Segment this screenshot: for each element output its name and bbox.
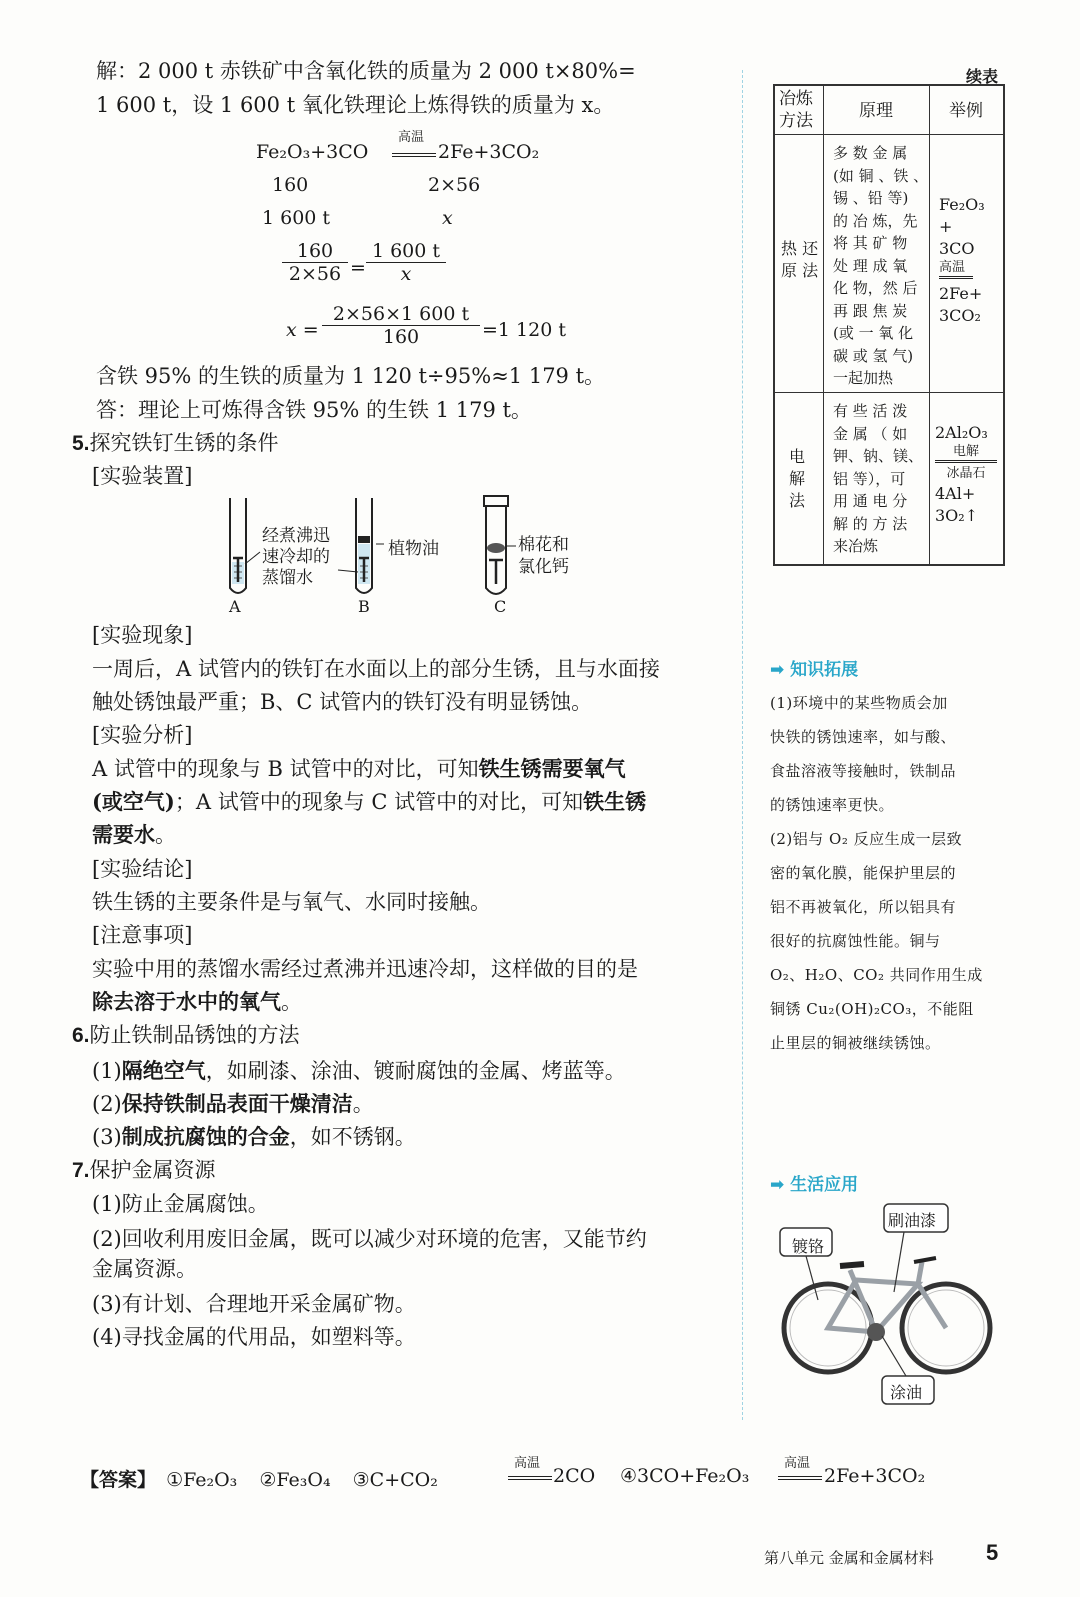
knowledge-line: 的锈蚀速率更快。	[770, 796, 895, 814]
principle-line: (如 铜 、铁 、	[833, 166, 929, 185]
column-divider	[742, 70, 743, 1420]
ratio-numerator-1: 160	[282, 240, 348, 263]
row-thermal-example	[939, 194, 985, 327]
principle-line: 再 跟 焦 炭	[833, 301, 908, 320]
principle-line: 用 通 电 分	[833, 492, 908, 510]
x-numerator: 2×56×1 600 t	[322, 303, 480, 326]
answer-3-condition: 高温	[514, 1456, 541, 1471]
section-7-item-4: (4)寻找金属的代用品，如塑料等。	[92, 1325, 416, 1349]
knowledge-heading	[770, 655, 858, 680]
heading-analysis: [实验分析]	[92, 723, 193, 747]
label-boiled-water	[262, 526, 330, 589]
solution-line-2: 1 600 t，设 1 600 t 氧化铁理论上炼得铁的质量为 x。	[96, 93, 615, 117]
label-chrome-plating: 镀铬	[792, 1237, 825, 1256]
equation-double-bar	[392, 153, 436, 157]
label-water-line-2: 速冷却的	[262, 547, 330, 567]
knowledge-line: 铝不再被氧化，所以铝具有	[770, 898, 957, 916]
phenomenon-line-1: 一周后，A 试管内的铁钉在水面以上的部分生锈，且与水面接	[92, 657, 660, 681]
label-vegetable-oil: 植物油	[388, 539, 439, 559]
header-method-line-1: 冶炼	[779, 89, 813, 109]
knowledge-line: 止里层的铜被继续锈蚀。	[770, 1034, 941, 1052]
header-method-line-2: 方法	[779, 111, 813, 131]
knowledge-body	[770, 686, 983, 1060]
answer-4-double-bar	[778, 1476, 822, 1480]
ratio-equals: =	[350, 257, 366, 279]
thermal-method-line-2: 原 法	[781, 261, 819, 280]
electrolysis-method-line-3: 法	[789, 491, 806, 510]
tube-label-c: C	[494, 597, 507, 616]
label-water-line-1: 经煮沸迅	[262, 526, 330, 546]
principle-line: 铝 等），可	[833, 469, 906, 488]
heading-phenomenon: [实验现象]	[92, 623, 193, 647]
electrolysis-method-line-1: 电	[789, 447, 806, 466]
bicycle-seat	[840, 1264, 864, 1266]
answer-line	[80, 1465, 438, 1492]
table-row-divider-1	[775, 134, 1003, 135]
knowledge-line: 铜锈 Cu₂(OH)₂CO₃，不能阻	[770, 1000, 974, 1018]
section-7-title: 保护金属资源	[89, 1158, 216, 1182]
knowledge-line: O₂、H₂O、CO₂ 共同作用生成	[770, 966, 983, 984]
analysis-answer-1: 铁生锈需要氧气	[478, 756, 626, 781]
answer-4-condition: 高温	[784, 1456, 811, 1471]
analysis-answer-1b: (或空气)	[92, 789, 175, 814]
electrolysis-method-line-2: 解	[789, 469, 806, 488]
label-apply-oil: 涂油	[890, 1383, 923, 1402]
ratio-fraction-2	[366, 240, 446, 285]
test-tube-a	[230, 498, 246, 593]
item-2-answer: 保持铁制品表面干燥清洁	[121, 1091, 353, 1116]
footer-unit-title: 第八单元 金属和金属材料	[764, 1549, 934, 1567]
knowledge-line: (2)铝与 O₂ 反应生成一层致	[770, 830, 963, 848]
thermal-method-line-1: 热 还	[781, 239, 819, 258]
section-5-heading	[72, 430, 279, 457]
answer-4-right: 2Fe+3CO₂	[824, 1465, 926, 1487]
knowledge-line: (1)环境中的某些物质会加	[770, 694, 948, 712]
molar-mass-2: 2×56	[428, 174, 481, 196]
table-col-divider-1	[823, 86, 824, 564]
header-example: 举例	[949, 101, 983, 121]
row-electrolysis-method	[789, 446, 805, 512]
item-2-text: 。	[352, 1092, 374, 1116]
answer-3-left: ③C+CO₂	[352, 1469, 438, 1491]
tube-label-a: A	[229, 597, 241, 616]
heading-device: [实验装置]	[92, 464, 193, 488]
example-line: +	[939, 217, 953, 236]
example-condition: 高温	[939, 260, 973, 279]
row-thermal-principle	[833, 142, 928, 390]
analysis-line-2	[92, 789, 646, 815]
x-fraction	[322, 303, 480, 348]
analysis-answer-2: 铁生锈	[583, 789, 647, 814]
bicycle-handlebar	[914, 1258, 936, 1262]
section-5-title: 探究铁钉生锈的条件	[89, 431, 279, 455]
section-7-heading	[72, 1157, 216, 1184]
principle-line: 一起加热	[833, 369, 894, 387]
test-tube-c	[484, 496, 508, 594]
label-cotton-line-2: 氯化钙	[518, 557, 569, 577]
section-7-number: 7.	[72, 1159, 90, 1182]
item-2-index: (2)	[92, 1092, 122, 1116]
knowledge-line: 很好的抗腐蚀性能。铜与	[770, 932, 941, 950]
item-3-text: ，如不锈钢。	[289, 1125, 416, 1149]
principle-line: 有 些 活 泼	[833, 402, 908, 420]
example-catalyst: 冰晶石	[946, 466, 986, 481]
example-condition: 电解	[935, 444, 997, 463]
ratio-denominator-2: x	[400, 263, 412, 285]
header-principle: 原理	[859, 101, 893, 121]
label-brush-paint: 刷油漆	[888, 1211, 937, 1230]
analysis-end: 。	[155, 823, 176, 847]
principle-line: 锡 、铅 等)	[833, 189, 909, 207]
knowledge-line: 密的氧化膜，能保护里层的	[770, 864, 957, 882]
x-lhs: x =	[286, 319, 319, 341]
answer-3-right: 2CO	[553, 1465, 596, 1487]
header-method	[779, 88, 813, 132]
analysis-answer-2b: 需要水	[92, 822, 155, 847]
principle-line: 将 其 矿 物	[833, 234, 908, 252]
life-heading	[770, 1170, 858, 1195]
section-6-title: 防止铁制品锈蚀的方法	[89, 1023, 300, 1047]
equation-left: Fe₂O₃+3CO	[256, 141, 369, 163]
conclusion-text: 铁生锈的主要条件是与氧气、水同时接触。	[92, 890, 491, 914]
unknown-x: x	[442, 207, 453, 229]
row-thermal-method	[781, 238, 818, 282]
x-rhs: =1 120 t	[482, 319, 566, 341]
principle-line: 碳 或 氢 气)	[833, 346, 914, 365]
ratio-numerator-2: 1 600 t	[366, 240, 446, 263]
principle-line: 化 物，然 后	[833, 279, 918, 297]
section-6-item-1	[92, 1058, 626, 1084]
principle-line: 来冶炼	[833, 537, 879, 555]
bicycle-illustration	[778, 1200, 1000, 1410]
section-6-number: 6.	[72, 1024, 90, 1047]
label-water-line-3: 蒸馏水	[262, 568, 313, 588]
section-7-item-2a: (2)回收利用废旧金属，既可以减少对环境的危害，又能节约	[92, 1227, 647, 1251]
ratio-fraction-1	[282, 240, 348, 285]
example-line: 2Fe+	[939, 284, 983, 303]
ratio-denominator-1: 2×56	[288, 263, 342, 285]
item-1-text: ，如刷漆、涂油、镀耐腐蚀的金属、烤蓝等。	[205, 1059, 626, 1083]
item-1-index: (1)	[92, 1059, 122, 1083]
equation-condition: 高温	[398, 130, 425, 145]
section-6-item-2	[92, 1091, 374, 1117]
row-electrolysis-principle	[833, 400, 923, 558]
principle-line: 金 属 （ 如	[833, 424, 908, 443]
knowledge-line: 食盐溶液等接触时，铁制品	[770, 762, 957, 780]
example-line: 3CO₂	[939, 306, 981, 325]
solution-answer: 答：理论上可炼得含铁 95% 的生铁 1 179 t。	[96, 398, 532, 422]
note-line-2	[92, 989, 302, 1015]
section-6-item-3	[92, 1124, 416, 1150]
test-tube-b	[356, 498, 372, 593]
life-heading-text: 生活应用	[790, 1175, 859, 1195]
principle-line: (或 一 氧 化	[833, 324, 914, 342]
given-mass: 1 600 t	[262, 207, 331, 229]
analysis-line-3	[92, 822, 176, 848]
example-line: 4Al+	[935, 484, 976, 503]
table-caption: 续表	[966, 67, 999, 86]
x-denominator: 160	[382, 326, 420, 348]
analysis-line-1	[92, 756, 626, 782]
section-7-item-1: (1)防止金属腐蚀。	[92, 1192, 269, 1216]
item-3-answer: 制成抗腐蚀的合金	[121, 1124, 290, 1149]
arrow-icon: ➡	[770, 660, 791, 680]
example-line: Fe₂O₃	[939, 195, 985, 214]
section-7-item-3: (3)有计划、合理地开采金属矿物。	[92, 1292, 416, 1316]
principle-line: 处 理 成 氧	[833, 256, 908, 275]
analysis-text-2: ；A 试管中的现象与 C 试管中的对比，可知	[174, 790, 584, 814]
knowledge-heading-text: 知识拓展	[790, 660, 859, 680]
analysis-text-1: A 试管中的现象与 B 试管中的对比，可知	[92, 757, 479, 781]
smelting-methods-table	[773, 84, 1005, 566]
tube-label-b: B	[358, 597, 370, 616]
arrow-icon: ➡	[770, 1175, 791, 1195]
answer-label: 【答案】	[80, 1469, 157, 1491]
solution-line-1: 解：2 000 t 赤铁矿中含氧化铁的质量为 2 000 t×80%=	[96, 59, 636, 83]
row-electrolysis-example	[935, 422, 997, 527]
section-5-number: 5.	[72, 432, 90, 455]
principle-line: 多 数 金 属	[833, 144, 908, 162]
item-3-index: (3)	[92, 1125, 122, 1149]
principle-line: 解 的 方 法	[833, 514, 908, 533]
principle-line: 的 冶 炼，先	[833, 211, 918, 230]
note-line-1: 实验中用的蒸馏水需经过煮沸并迅速冷却，这样做的目的是	[92, 957, 638, 981]
label-cotton-cacl2	[518, 534, 569, 578]
equation-right: 2Fe+3CO₂	[438, 141, 540, 163]
answer-3-double-bar	[508, 1476, 552, 1480]
heading-conclusion: [实验结论]	[92, 857, 193, 881]
answer-4-left: ④3CO+Fe₂O₃	[620, 1465, 750, 1487]
page-number: 5	[986, 1540, 999, 1565]
label-cotton-line-1: 棉花和	[518, 535, 569, 555]
knowledge-line: 快铁的锈蚀速率，如与酸、	[770, 728, 957, 746]
example-line: 3O₂↑	[935, 506, 979, 525]
answer-1: ①Fe₂O₃	[166, 1469, 238, 1491]
table-row-divider-2	[775, 392, 1003, 393]
example-line: 2Al₂O₃	[935, 423, 988, 442]
molar-mass-1: 160	[272, 174, 309, 196]
answer-2: ②Fe₃O₄	[259, 1469, 331, 1491]
table-col-divider-2	[929, 86, 930, 564]
principle-line: 钾、钠、镁、	[833, 447, 924, 465]
section-7-item-2b: 金属资源。	[92, 1257, 197, 1281]
heading-notes: [注意事项]	[92, 923, 193, 947]
note-answer: 除去溶于水中的氧气	[92, 989, 281, 1014]
note-end: 。	[281, 990, 302, 1014]
example-line: 3CO	[939, 239, 975, 258]
solution-line-3: 含铁 95% 的生铁的质量为 1 120 t÷95%≈1 179 t。	[96, 364, 606, 388]
section-6-heading	[72, 1022, 300, 1049]
item-1-answer: 隔绝空气	[121, 1058, 206, 1083]
phenomenon-line-2: 触处锈蚀最严重；B、C 试管内的铁钉没有明显锈蚀。	[92, 690, 593, 714]
